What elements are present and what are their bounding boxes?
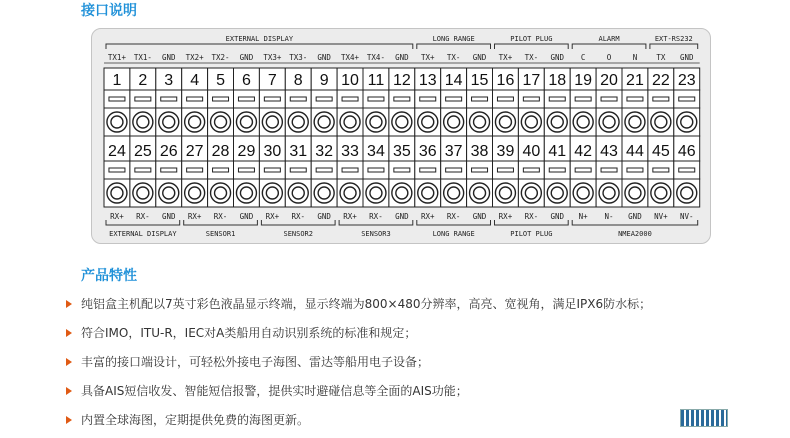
slot-icon [394,168,410,172]
top-pin-label: TX2- [211,53,230,62]
bottom-pin-label: GND [317,212,331,221]
screw-head-icon [215,187,227,199]
screw-head-icon [525,187,537,199]
terminal-number: 4 [190,72,200,89]
slot-icon [187,168,203,172]
terminal-number: 41 [548,143,567,160]
terminal-number: 35 [392,143,411,160]
top-pin-label: TX- [446,53,461,62]
terminal-number: 9 [319,72,329,89]
slot-icon [135,97,151,101]
slot-icon [264,168,280,172]
slot-icon [679,168,695,172]
screw-head-icon [422,187,434,199]
feature-list [66,293,651,438]
feature-item [66,322,651,351]
terminal-number: 14 [444,72,463,89]
bullet-arrow-icon [66,358,72,366]
terminal-number: 37 [444,143,463,160]
screw-head-icon [603,116,615,128]
screw-head-icon [551,187,563,199]
slot-icon [653,168,669,172]
screw-head-icon [396,116,408,128]
slot-icon [316,97,332,101]
terminal-number: 28 [211,143,230,160]
terminal-number: 13 [418,72,437,89]
feature-item [66,293,651,322]
screw-head-icon [240,187,252,199]
top-pin-label: TX1- [133,53,152,62]
screw-head-icon [240,116,252,128]
slot-icon [446,168,462,172]
top-group-bracket [572,44,646,49]
screw-head-icon [474,116,486,128]
screw-head-icon [215,116,227,128]
slot-icon [394,97,410,101]
bottom-pin-label: RX- [136,212,150,221]
feature-item [66,409,651,438]
bottom-pin-label: GND [395,212,409,221]
screw-head-icon [448,187,460,199]
screw-head-icon [396,187,408,199]
top-pin-label: TX3- [289,53,308,62]
terminal-number: 27 [185,143,204,160]
top-group-label: LONG RANGE [432,35,475,43]
top-pin-label: TX1+ [107,53,126,62]
slot-icon [316,168,332,172]
top-pin-label: GND [239,53,254,62]
screw-head-icon [551,116,563,128]
terminal-number: 11 [367,72,385,89]
screw-head-icon [266,187,278,199]
slot-icon [368,97,384,101]
top-group-label: EXTERNAL DISPLAY [225,35,294,43]
bottom-group-label: NMEA2000 [618,230,652,238]
slot-icon [627,97,643,101]
terminal-number: 10 [341,72,359,89]
screw-head-icon [499,187,511,199]
screw-head-icon [448,116,460,128]
terminal-number: 42 [574,143,593,160]
slot-icon [109,97,125,101]
terminal-number: 17 [522,72,541,89]
screw-head-icon [163,116,175,128]
screw-head-icon [137,116,149,128]
top-pin-label: GND [472,53,487,62]
slot-icon [264,97,280,101]
terminal-number: 23 [677,72,696,89]
top-pin-label: TX2+ [185,53,204,62]
slot-icon [420,97,436,101]
feature-text: 丰富的接口端设计，可轻松外接电子海图、雷达等船用电子设备； [81,355,430,369]
slot-icon [575,97,591,101]
top-pin-label: GND [161,53,176,62]
terminal-number: 19 [574,72,593,89]
terminal-number: 15 [470,72,489,89]
screw-head-icon [344,116,356,128]
slot-icon [575,168,591,172]
terminal-number: 46 [677,143,696,160]
bottom-group-label: PILOT PLUG [510,230,553,238]
bottom-pin-label: N+ [578,212,588,221]
screw-head-icon [525,116,537,128]
bottom-pin-label: RX- [213,212,228,221]
top-pin-label: O [606,53,612,62]
slot-icon [446,97,462,101]
interface-heading: 接口说明 [81,3,137,19]
top-group-label: ALARM [598,35,620,43]
screw-head-icon [189,116,201,128]
bottom-pin-label: GND [161,212,176,221]
slot-icon [549,97,565,101]
bottom-pin-label: RX- [446,212,461,221]
terminal-number: 6 [241,72,251,89]
screw-head-icon [629,116,641,128]
slot-icon [342,97,358,101]
top-group-bracket [106,44,413,49]
terminal-number: 7 [267,72,277,89]
terminal-number: 12 [392,72,411,89]
top-pin-label: C [580,53,586,62]
terminal-number: 34 [367,143,385,160]
slot-icon [420,168,436,172]
slot-icon [523,168,539,172]
bottom-pin-label: NV+ [654,212,668,221]
screw-head-icon [344,187,356,199]
terminal-number: 20 [600,72,618,89]
slot-icon [109,168,125,172]
bottom-pin-label: RX- [291,212,306,221]
bottom-pin-label: RX+ [343,212,357,221]
terminal-number: 38 [470,143,489,160]
terminal-number: 18 [548,72,567,89]
screw-head-icon [111,116,123,128]
bottom-pin-label: GND [239,212,254,221]
top-pin-label: GND [317,53,331,62]
bottom-pin-label: GND [628,212,642,221]
slot-icon [549,168,565,172]
slot-icon [290,168,306,172]
terminal-number: 40 [522,143,541,160]
slot-icon [679,97,695,101]
terminal-number: 44 [626,143,644,160]
terminal-number: 26 [159,143,178,160]
slot-icon [213,168,229,172]
top-pin-label: GND [679,53,694,62]
slot-icon [601,168,617,172]
terminal-number: 45 [651,143,670,160]
terminal-number: 3 [164,72,174,89]
top-group-bracket [495,44,569,49]
slot-icon [472,97,488,101]
terminal-number: 1 [112,72,122,89]
screw-head-icon [370,116,382,128]
bottom-group-label: SENSOR1 [205,230,236,238]
top-pin-label: TX3+ [263,53,282,62]
screw-head-icon [577,187,589,199]
terminal-number: 8 [293,72,303,89]
top-group-bracket [417,44,491,49]
slot-icon [497,97,513,101]
slot-icon [497,168,513,172]
bullet-arrow-icon [66,300,72,308]
top-pin-label: GND [395,53,409,62]
top-group-bracket [650,44,698,49]
bottom-pin-label: RX- [369,212,383,221]
screw-head-icon [629,187,641,199]
terminal-number: 43 [600,143,618,160]
terminal-number: 36 [418,143,437,160]
screw-head-icon [655,116,667,128]
bottom-pin-label: RX+ [420,212,435,221]
top-pin-label: TX4+ [341,53,360,62]
top-pin-label: TX+ [498,53,513,62]
terminal-number: 22 [651,72,670,89]
screw-head-icon [189,187,201,199]
terminal-number: 25 [133,143,152,160]
terminal-number: 5 [216,72,226,89]
slot-icon [135,168,151,172]
feature-item [66,351,651,380]
top-pin-label: TX+ [420,53,435,62]
slot-icon [238,168,254,172]
bullet-arrow-icon [66,387,72,395]
bullet-arrow-icon [66,416,72,424]
slot-icon [368,168,384,172]
feature-text: 符合IMO，ITU-R，IEC对A类船用自动识别系统的标准和规定； [81,326,417,340]
slot-icon [472,168,488,172]
terminal-number: 24 [108,143,126,160]
terminal-number: 16 [496,72,515,89]
slot-icon [601,97,617,101]
slot-icon [238,97,254,101]
bottom-pin-label: RX+ [187,212,202,221]
qr-code-icon [680,409,728,427]
screw-head-icon [318,116,330,128]
bottom-group-label: LONG RANGE [432,230,475,238]
slot-icon [342,168,358,172]
terminal-number: 2 [138,72,148,89]
screw-head-icon [577,116,589,128]
bullet-arrow-icon [66,329,72,337]
screw-head-icon [292,116,304,128]
top-group-label: EXT-RS232 [654,35,693,43]
terminal-number: 32 [315,143,334,160]
top-pin-label: TX- [524,53,539,62]
screw-head-icon [318,187,330,199]
top-pin-label: GND [550,53,565,62]
slot-icon [187,97,203,101]
bottom-group-label: SENSOR2 [283,230,314,238]
screw-head-icon [603,187,615,199]
screw-head-icon [655,187,667,199]
screw-head-icon [163,187,175,199]
top-group-label: PILOT PLUG [510,35,553,43]
bottom-pin-label: NV- [679,212,694,221]
bottom-pin-label: RX- [524,212,539,221]
screw-head-icon [292,187,304,199]
slot-icon [161,168,177,172]
bottom-pin-label: RX+ [110,212,124,221]
terminal-number: 21 [626,72,644,89]
feature-text: 纯铝盒主机配以7英寸彩色液晶显示终端，显示终端为800×480分辨率，高亮、宽视角，满足IPX6防水标； [81,297,652,311]
slot-icon [213,97,229,101]
screw-head-icon [370,187,382,199]
terminal-number: 33 [341,143,359,160]
screw-head-icon [111,187,123,199]
screw-head-icon [422,116,434,128]
screw-head-icon [266,116,278,128]
slot-icon [523,97,539,101]
screw-head-icon [681,116,693,128]
screw-head-icon [474,187,486,199]
terminal-number: 30 [263,143,282,160]
top-pin-label: TX [656,53,666,62]
features-heading: 产品特性 [81,268,137,284]
bottom-group-label: SENSOR3 [361,230,391,238]
screw-head-icon [681,187,693,199]
slot-icon [161,97,177,101]
screw-head-icon [499,116,511,128]
terminal-number: 31 [289,143,308,160]
top-pin-label: N [632,53,638,62]
feature-item [66,380,651,409]
bottom-pin-label: RX+ [498,212,513,221]
top-pin-label: TX4- [366,53,385,62]
bottom-pin-label: GND [550,212,565,221]
screw-head-icon [137,187,149,199]
bottom-pin-label: N- [604,212,614,221]
bottom-group-label: EXTERNAL DISPLAY [109,230,177,238]
feature-text: 具备AIS短信收发、智能短信报警，提供实时避碰信息等全面的AIS功能； [81,384,468,398]
terminal-number: 29 [237,143,256,160]
bottom-pin-label: GND [472,212,487,221]
slot-icon [653,97,669,101]
bottom-pin-label: RX+ [265,212,280,221]
slot-icon [290,97,306,101]
feature-text: 内置全球海图，定期提供免费的海图更新。 [81,413,310,427]
slot-icon [627,168,643,172]
terminal-number: 39 [496,143,515,160]
